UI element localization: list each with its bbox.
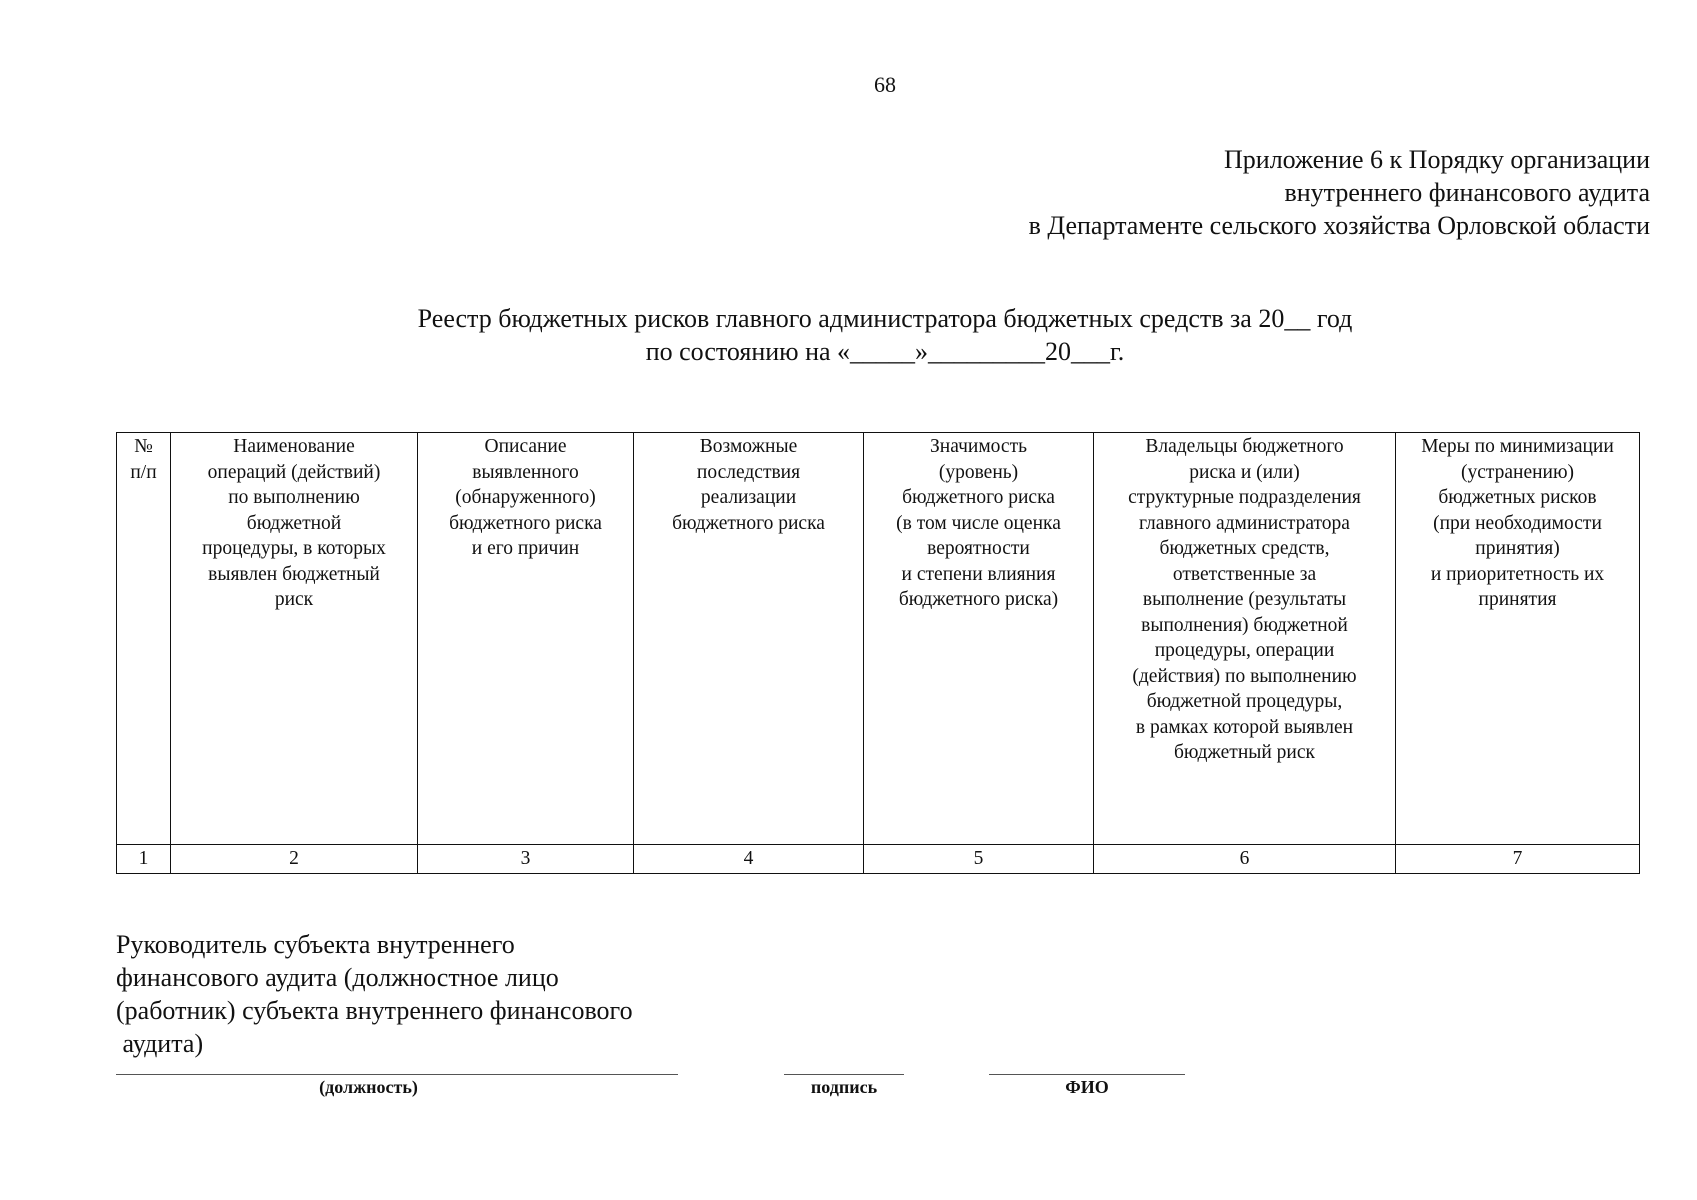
- name-signature-line: [989, 1074, 1185, 1075]
- appendix-line: в Департаменте сельского хозяйства Орловской области: [1028, 211, 1650, 240]
- header-text-line: операций (действий): [207, 461, 381, 483]
- header-text-line: в рамках которой выявлен: [1135, 716, 1354, 738]
- header-text-line: процедуры, в которых: [202, 538, 386, 559]
- header-cell-risk-owners: [1094, 433, 1396, 845]
- position-signature-line: [116, 1074, 678, 1075]
- header-text-line: Значимость: [930, 436, 1027, 457]
- header-text-line: Наименование: [233, 436, 355, 457]
- header-text-line: Владельцы бюджетного: [1145, 436, 1344, 457]
- title-line-1: Реестр бюджетных рисков главного администратора бюджетных средств за 20__ год: [417, 304, 1353, 333]
- appendix-line: Приложение 6 к Порядку организации: [1224, 145, 1650, 174]
- budget-risk-registry-table: [116, 432, 1640, 874]
- header-text-line: Возможные: [699, 436, 798, 457]
- header-text-line: и степени влияния: [901, 563, 1056, 585]
- header-text-line: выявлен бюджетный: [208, 563, 380, 585]
- header-text-line: Описание: [484, 436, 567, 457]
- header-text-line: бюджетных средств,: [1159, 538, 1330, 559]
- header-text-line: бюджетного риска: [449, 512, 602, 534]
- header-cell-consequences: [634, 433, 864, 845]
- header-text-line: структурные подразделения: [1128, 487, 1361, 508]
- header-text-line: (уровень): [938, 461, 1019, 483]
- header-text-line: последствия: [696, 461, 801, 483]
- header-text-line: (обнаруженного): [455, 487, 596, 508]
- header-text-line: (действия) по выполнению: [1132, 665, 1357, 687]
- signer-line: (работник) субъекта внутреннего финансового: [116, 996, 633, 1025]
- header-text-line: бюджетного риска): [898, 589, 1059, 610]
- header-row: [117, 433, 1640, 845]
- document-title: [0, 302, 1697, 368]
- header-text-line: процедуры, операции: [1154, 640, 1335, 661]
- header-text-line: принятия: [1478, 589, 1557, 610]
- header-text-line: реализации: [700, 487, 797, 508]
- column-number-cell: 1: [117, 845, 171, 874]
- signer-line: аудита): [116, 1029, 204, 1058]
- signer-block: [116, 928, 633, 1060]
- header-text-line: по выполнению: [228, 487, 360, 508]
- header-text-line: (устранению): [1460, 461, 1575, 483]
- position-caption: (должность): [319, 1077, 418, 1097]
- column-number-row: [117, 845, 1640, 874]
- header-text-line: ответственные за: [1172, 563, 1317, 585]
- header-text-line: выполнения) бюджетной: [1141, 614, 1348, 636]
- signer-line: Руководитель субъекта внутреннего: [116, 930, 515, 959]
- header-text-line: (в том числе оценка: [896, 512, 1061, 534]
- column-number-cell: 3: [418, 845, 634, 874]
- header-text-line: (при необходимости: [1433, 512, 1602, 534]
- column-number-cell: 6: [1094, 845, 1396, 874]
- header-text-line: бюджетный риск: [1174, 742, 1315, 763]
- header-cell-significance: [864, 433, 1094, 845]
- header-text-line: риск: [274, 589, 314, 610]
- header-text-line: бюджетных рисков: [1438, 487, 1597, 508]
- column-number-cell: 2: [171, 845, 418, 874]
- header-text-line: Меры по минимизации: [1421, 436, 1614, 457]
- header-text-line: вероятности: [927, 538, 1030, 559]
- header-text-line: бюджетного риска: [672, 512, 825, 534]
- header-text-line: главного администратора: [1139, 512, 1350, 534]
- header-text-line: и приоритетность их: [1430, 563, 1605, 585]
- signature-caption: подпись: [810, 1077, 878, 1097]
- header-text-line: п/п: [130, 461, 157, 483]
- header-text-line: бюджетного риска: [902, 487, 1055, 508]
- header-text-line: бюджетной: [246, 512, 342, 534]
- header-cell-operations: [171, 433, 418, 845]
- column-number-cell: 4: [634, 845, 864, 874]
- appendix-reference: [1029, 143, 1650, 242]
- page-number: 68: [874, 72, 896, 97]
- header-text-line: №: [134, 436, 153, 457]
- title-line-2: по состоянию на «_____»_________20___г.: [645, 337, 1125, 366]
- header-text-line: принятия): [1475, 538, 1560, 559]
- column-number-cell: 7: [1396, 845, 1640, 874]
- header-text-line: бюджетной процедуры,: [1146, 691, 1343, 712]
- header-cell-risk-description: [418, 433, 634, 845]
- header-cell-number: [117, 433, 171, 845]
- header-cell-mitigation: [1396, 433, 1640, 845]
- header-text-line: выявленного: [472, 461, 579, 483]
- name-caption: ФИО: [1065, 1077, 1109, 1097]
- header-text-line: выполнение (результаты: [1142, 589, 1347, 610]
- appendix-line: внутреннего финансового аудита: [1284, 178, 1650, 207]
- signature-line: [784, 1074, 904, 1075]
- header-text-line: и его причин: [471, 538, 580, 559]
- column-number-cell: 5: [864, 845, 1094, 874]
- signer-line: финансового аудита (должностное лицо: [116, 963, 559, 992]
- header-text-line: риска и (или): [1189, 461, 1300, 483]
